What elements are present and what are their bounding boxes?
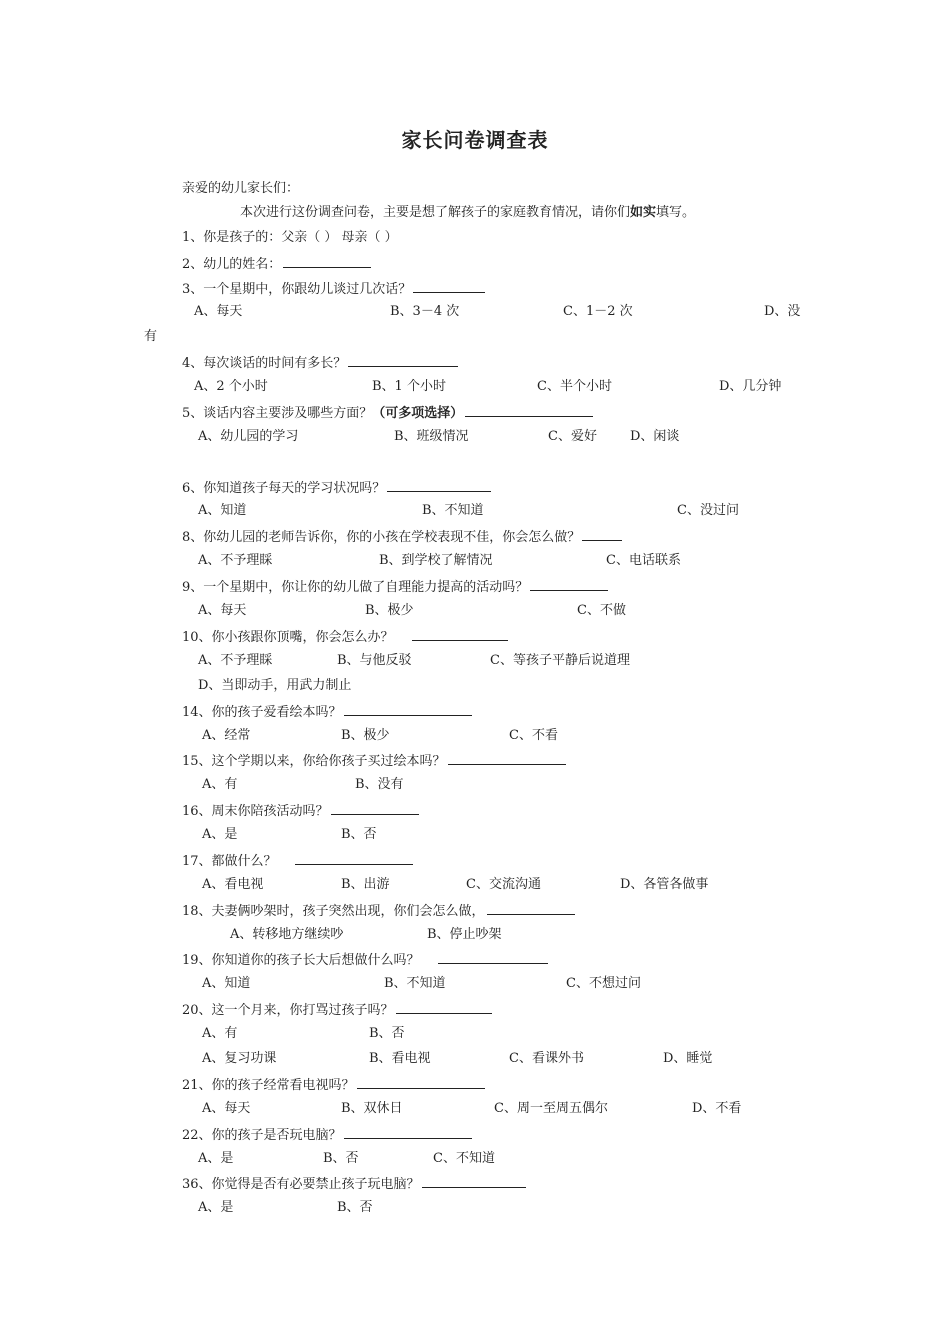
question-6-text: 6、你知道孩子每天的学习状况吗？ — [182, 481, 386, 496]
answer-blank[interactable] — [438, 950, 548, 964]
option-c[interactable]: C、周一至周五偶尔 — [494, 1101, 608, 1116]
question-4 — [182, 353, 458, 373]
question-36-text: 36、你觉得是否有必要禁止孩子玩电脑？ — [182, 1177, 420, 1192]
answer-blank[interactable] — [283, 254, 371, 268]
option-b[interactable]: B、到学校了解情况 — [379, 553, 493, 568]
option-d[interactable]: D、不看 — [692, 1101, 742, 1116]
question-1: 1、你是孩子的：父亲（ ） 母亲（ ） — [182, 230, 398, 245]
option-c[interactable]: C、1－2 次 — [563, 304, 633, 319]
option-b[interactable]: B、极少 — [341, 728, 390, 743]
option-a[interactable]: A、知道 — [198, 503, 247, 518]
option-b[interactable]: B、否 — [369, 1026, 405, 1041]
question-18-text: 18、夫妻俩吵架时，孩子突然出现，你们会怎么做， — [182, 904, 485, 919]
answer-blank[interactable] — [530, 577, 608, 591]
question-2-text: 2、幼儿的姓名： — [182, 257, 282, 272]
question-21 — [182, 1075, 485, 1095]
option-d[interactable]: D、当即动手，用武力制止 — [198, 678, 352, 693]
question-18 — [182, 901, 575, 921]
option-a[interactable]: A、2 个小时 — [194, 379, 268, 394]
option-b[interactable]: B、否 — [337, 1200, 373, 1215]
question-22 — [182, 1125, 472, 1145]
question-3-text: 3、一个星期中，你跟幼儿谈过几次话？ — [182, 282, 412, 297]
question-21-text: 21、你的孩子经常看电视吗？ — [182, 1078, 355, 1093]
option-c[interactable]: C、看课外书 — [509, 1051, 584, 1066]
option-b[interactable]: B、班级情况 — [394, 429, 469, 444]
option-a[interactable]: A、是 — [198, 1151, 234, 1166]
answer-blank[interactable] — [357, 1075, 485, 1089]
question-19 — [182, 950, 548, 970]
question-17 — [182, 851, 413, 871]
intro-emphasis: 如实 — [630, 205, 657, 220]
intro-text: 本次进行这份调查问卷，主要是想了解孩子的家庭教育情况，请你们 — [240, 205, 631, 220]
option-d[interactable]: D、闲谈 — [630, 429, 680, 444]
greeting: 亲爱的幼儿家长们： — [182, 181, 300, 196]
option-a[interactable]: A、幼儿园的学习 — [198, 429, 299, 444]
question-5-text: 5、谈话内容主要涉及哪些方面？ — [182, 406, 373, 421]
option-c[interactable]: C、半个小时 — [537, 379, 612, 394]
option-b[interactable]: B、否 — [341, 827, 377, 842]
option-a[interactable]: A、经常 — [202, 728, 251, 743]
option-c[interactable]: C、等孩子平静后说道理 — [490, 653, 630, 668]
option-c[interactable]: C、不知道 — [433, 1151, 495, 1166]
question-8-text: 8、你幼儿园的老师告诉你，你的小孩在学校表现不佳，你会怎么做？ — [182, 530, 581, 545]
question-6 — [182, 478, 491, 498]
option-b[interactable]: B、1 个小时 — [372, 379, 446, 394]
option-c[interactable]: C、不做 — [577, 603, 626, 618]
option-a[interactable]: A、复习功课 — [202, 1051, 277, 1066]
option-a[interactable]: A、有 — [202, 777, 238, 792]
option-c[interactable]: C、交流沟通 — [466, 877, 541, 892]
option-c[interactable]: C、爱好 — [548, 429, 597, 444]
question-4-text: 4、每次谈话的时间有多长？ — [182, 356, 347, 371]
answer-blank[interactable] — [487, 901, 575, 915]
question-14-text: 14、你的孩子爱看绘本吗？ — [182, 705, 342, 720]
answer-blank[interactable] — [465, 403, 593, 417]
page-title: 家长问卷调查表 — [401, 128, 549, 152]
question-22-text: 22、你的孩子是否玩电脑？ — [182, 1128, 342, 1143]
option-c[interactable]: C、电话联系 — [606, 553, 681, 568]
question-15 — [182, 751, 566, 771]
question-9-text: 9、一个星期中，你让你的幼儿做了自理能力提高的活动吗？ — [182, 580, 529, 595]
answer-blank[interactable] — [344, 702, 472, 716]
question-19-text: 19、你知道你的孩子长大后想做什么吗？ — [182, 953, 420, 968]
option-b[interactable]: B、双休日 — [341, 1101, 403, 1116]
option-b[interactable]: B、看电视 — [369, 1051, 431, 1066]
option-a[interactable]: A、知道 — [202, 976, 251, 991]
option-a[interactable]: A、每天 — [202, 1101, 251, 1116]
question-16-text: 16、周末你陪孩活动吗？ — [182, 804, 329, 819]
question-3 — [182, 279, 485, 299]
option-c[interactable]: C、不想过问 — [566, 976, 641, 991]
answer-blank[interactable] — [396, 1000, 492, 1014]
question-20-text: 20、这一个月来，你打骂过孩子吗？ — [182, 1003, 394, 1018]
option-c[interactable]: C、没过问 — [677, 503, 739, 518]
option-b[interactable]: B、3－4 次 — [390, 304, 460, 319]
option-a[interactable]: A、是 — [202, 827, 238, 842]
question-15-text: 15、这个学期以来，你给你孩子买过绘本吗？ — [182, 754, 446, 769]
question-10 — [182, 627, 508, 647]
question-36 — [182, 1174, 526, 1194]
answer-blank[interactable] — [331, 801, 419, 815]
answer-blank[interactable] — [413, 279, 485, 293]
option-d[interactable]: D、几分钟 — [719, 379, 782, 394]
option-b[interactable]: B、极少 — [365, 603, 414, 618]
option-a[interactable]: A、转移地方继续吵 — [230, 927, 344, 942]
option-a[interactable]: A、不予理睬 — [198, 653, 273, 668]
option-a[interactable]: A、不予理睬 — [198, 553, 273, 568]
option-d-wrap: 有 — [144, 329, 158, 344]
intro — [240, 204, 695, 222]
question-9 — [182, 577, 608, 597]
answer-blank[interactable] — [448, 751, 566, 765]
question-14 — [182, 702, 472, 722]
answer-blank[interactable] — [348, 353, 458, 367]
option-b[interactable]: B、不知道 — [422, 503, 484, 518]
option-c[interactable]: C、不看 — [509, 728, 558, 743]
option-d[interactable]: D、各管各做事 — [620, 877, 709, 892]
option-a[interactable]: A、每天 — [198, 603, 247, 618]
answer-blank[interactable] — [387, 478, 491, 492]
option-b[interactable]: B、停止吵架 — [427, 927, 502, 942]
answer-blank[interactable] — [344, 1125, 472, 1139]
answer-blank[interactable] — [422, 1174, 526, 1188]
option-b[interactable]: B、与他反驳 — [337, 653, 412, 668]
question-5 — [182, 403, 593, 423]
option-b[interactable]: B、没有 — [355, 777, 404, 792]
option-a[interactable]: A、有 — [202, 1026, 238, 1041]
intro-end: 填写。 — [656, 205, 696, 220]
question-16 — [182, 801, 419, 821]
option-b[interactable]: B、出游 — [341, 877, 390, 892]
question-8 — [182, 527, 622, 547]
question-2 — [182, 254, 371, 274]
answer-blank[interactable] — [412, 627, 508, 641]
option-d[interactable]: D、睡觉 — [663, 1051, 713, 1066]
question-5-note: （可多项选择） — [372, 406, 464, 421]
option-d[interactable]: D、没 — [764, 304, 801, 319]
option-a[interactable]: A、是 — [198, 1200, 234, 1215]
question-17-text: 17、都做什么？ — [182, 854, 277, 869]
option-a[interactable]: A、看电视 — [202, 877, 264, 892]
answer-blank[interactable] — [582, 527, 622, 541]
option-a[interactable]: A、每天 — [194, 304, 243, 319]
question-20 — [182, 1000, 492, 1020]
answer-blank[interactable] — [295, 851, 413, 865]
option-b[interactable]: B、否 — [323, 1151, 359, 1166]
question-10-text: 10、你小孩跟你顶嘴，你会怎么办？ — [182, 630, 394, 645]
option-b[interactable]: B、不知道 — [384, 976, 446, 991]
